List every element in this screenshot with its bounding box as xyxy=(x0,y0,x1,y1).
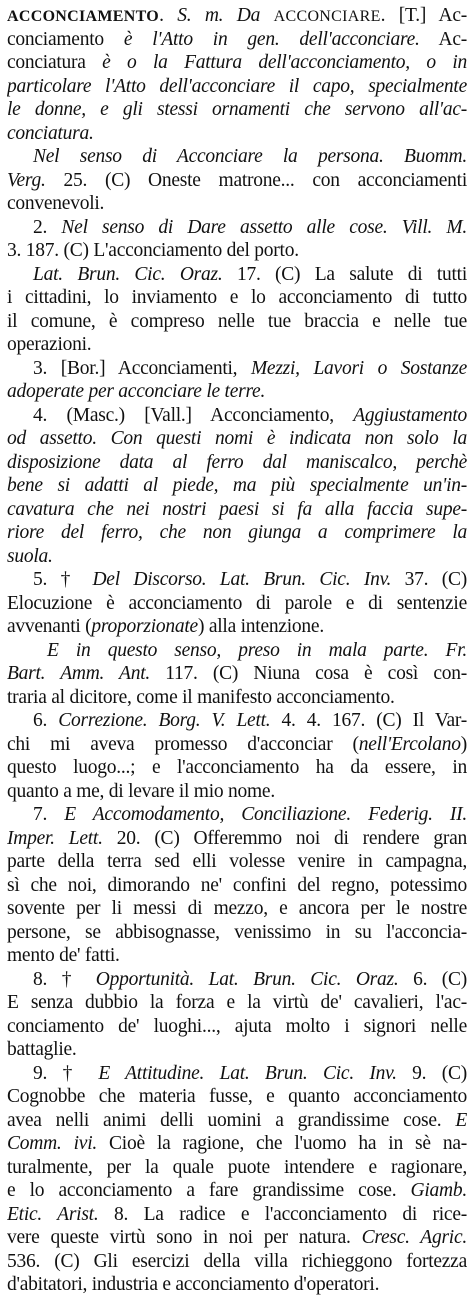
entry-line xyxy=(7,827,467,851)
entry-text-run: Verg. xyxy=(7,169,46,191)
entry-line xyxy=(7,733,467,757)
entry-text-run: Lat. Brun. Cic. Oraz. xyxy=(33,263,223,285)
entry-text-run: battaglie. xyxy=(7,1039,77,1060)
entry-line xyxy=(7,1015,467,1039)
entry-text-run: Cioè la ragione, che l'uomo ha in sè na- xyxy=(96,1133,467,1154)
entry-text-run: 117. (C) Niuna cosa è così con- xyxy=(150,663,467,684)
entry-text-run: Del Discorso. Lat. Brun. Cic. Inv. xyxy=(92,569,392,590)
entry-line xyxy=(7,1132,467,1156)
entry-text-run: e lo acconciamento a fare grandissime cose. xyxy=(7,1180,411,1201)
entry-text-run: E in questo senso, preso in mala parte. Fr. xyxy=(47,639,467,661)
entry-text-run: operazioni. xyxy=(7,334,92,355)
entry-line xyxy=(7,357,467,381)
entry-text-run: Cognobbe che materia fusse, e quanto acconciamento xyxy=(7,1086,467,1107)
entry-line xyxy=(7,568,467,592)
entry-text-run: traria al dicitore, come il manifesto acconciamento. xyxy=(7,686,395,708)
entry-line xyxy=(7,1062,467,1086)
entry-line xyxy=(7,28,467,52)
entry-text-run: sì che noi, dimorando ne' confini del regno, potessimo xyxy=(7,874,467,896)
entry-text-run: 20. (C) Offeremmo noi di rendere gran xyxy=(102,827,467,849)
entry-text-run: riore del ferro, che non giunga a comprimere la xyxy=(7,522,467,543)
entry-text-run: persone, se abbisognasse, venissimo in su l'acconcia- xyxy=(7,921,467,943)
entry-line xyxy=(7,991,467,1015)
entry-line xyxy=(7,451,467,475)
entry-text-run: d'abitatori, industria e acconciamento d'operatori. xyxy=(7,1274,380,1295)
entry-line xyxy=(7,286,467,310)
dictionary-entry-acconciamento xyxy=(7,4,467,1297)
entry-line xyxy=(7,169,467,193)
entry-line xyxy=(7,192,467,216)
entry-text-run: è o la Fattura dell'acconciamento, o in xyxy=(102,52,467,73)
entry-line xyxy=(7,1203,467,1227)
entry-line xyxy=(7,263,467,287)
entry-text-run: S. m. Da xyxy=(177,5,274,26)
entry-text-run: avvenanti ( xyxy=(7,616,92,637)
entry-text-run: 9. (C) xyxy=(396,1062,467,1084)
entry-text-run: avea nelli animi delli uomini a grandissime cose. xyxy=(7,1109,456,1131)
entry-line xyxy=(7,333,467,357)
entry-line xyxy=(7,216,467,240)
entry-line xyxy=(7,756,467,780)
entry-line xyxy=(7,944,467,968)
entry-text-run: sovente per li messi di mezzo, e ancora per le nostre xyxy=(7,898,467,919)
entry-line xyxy=(7,404,467,428)
entry-line xyxy=(7,239,467,263)
entry-text-run: Nel senso di Dare assetto alle cose. Vill. M. xyxy=(61,216,467,238)
entry-text-run: ACCONCIARE xyxy=(273,8,381,25)
entry-line xyxy=(7,850,467,874)
entry-line xyxy=(7,427,467,451)
entry-text-run: bene si adatti al piede, ma più specialmente un'in- xyxy=(7,475,467,496)
entry-text-run: 3. 187. (C) L'acconciamento del porto. xyxy=(7,240,299,261)
entry-text-run: Elocuzione è acconciamento di parole e di sentenzie xyxy=(7,592,467,614)
entry-line xyxy=(7,662,467,686)
entry-line xyxy=(7,145,467,169)
entry-text-run: conciamento xyxy=(7,28,124,50)
entry-text-run: ACCONCIAMENTO xyxy=(7,8,160,25)
entry-text-run: particolare l'Atto dell'acconciare il capo, specialmente xyxy=(7,75,467,97)
entry-text-run: il comune, è compreso nelle tue braccia e nelle tue xyxy=(7,310,467,332)
entry-text-run: disposizione data al ferro dal maniscalco, perchè xyxy=(7,451,467,473)
entry-line xyxy=(7,75,467,99)
entry-text-run: parte della terra sed elli volesse venire in campagna, xyxy=(7,851,467,872)
entry-text-run: Opportunità. Lat. Brun. Cic. Oraz. xyxy=(95,968,399,990)
entry-text-run: Nel senso di Acconciare la persona. Buomm. xyxy=(33,146,467,167)
entry-text-run: Mezzi, Lavori o Sostanze xyxy=(250,357,467,379)
entry-line xyxy=(7,1250,467,1274)
entry-text-run: le donne, e gli stessi ornamenti che servono all'ac- xyxy=(7,99,467,120)
entry-line xyxy=(7,98,467,122)
entry-text-run: convenevoli. xyxy=(7,193,105,214)
entry-text-run: E senza dubbio la forza e la virtù de' cavalieri, l'ac- xyxy=(7,992,467,1013)
entry-line xyxy=(7,968,467,992)
entry-line xyxy=(7,803,467,827)
entry-text-run: mento de' fatti. xyxy=(7,945,120,966)
entry-line xyxy=(7,1273,467,1297)
entry-text-run: questo luogo...; e l'acconciamento ha da essere, in xyxy=(7,757,467,778)
entry-text-run: 8. La radice e l'acconciamento di rice- xyxy=(98,1203,467,1225)
entry-text-run: 7. xyxy=(33,804,65,825)
entry-text-run: proporzionate xyxy=(91,616,198,637)
entry-line xyxy=(7,615,467,639)
entry-line xyxy=(7,1156,467,1180)
entry-text-run: Etic. Arist. xyxy=(7,1203,99,1225)
entry-text-run: 536. (C) Gli esercizi della villa richieggono fortezza xyxy=(7,1250,467,1272)
entry-line xyxy=(7,4,467,28)
entry-text-run: vere queste virtù sono in noi per natura. xyxy=(7,1227,362,1248)
entry-text-run: Comm. ivi. xyxy=(7,1133,97,1154)
entry-text-run: 4. 4. 167. (C) Il Var- xyxy=(270,710,467,731)
entry-text-run: Ac- xyxy=(419,28,467,50)
entry-line xyxy=(7,921,467,945)
entry-text-run: nell'Ercolano xyxy=(358,733,461,755)
entry-text-run: 2. xyxy=(33,216,62,238)
entry-text-run: conciamento de' luoghi..., ajuta molto i signori nelle xyxy=(7,1015,467,1037)
entry-line xyxy=(7,51,467,75)
entry-line xyxy=(7,380,467,404)
entry-text-run: adoperate per acconciare le terre. xyxy=(7,381,266,402)
entry-text-run: 9. † xyxy=(33,1062,99,1084)
entry-text-run: 8. † xyxy=(33,968,96,990)
entry-line xyxy=(7,639,467,663)
entry-line xyxy=(7,545,467,569)
entry-line xyxy=(7,474,467,498)
entry-text-run: i cittadini, lo inviamento e lo acconciamento di tutto xyxy=(7,287,467,308)
entry-text-run: ) xyxy=(460,733,467,755)
entry-text-run: E Accomodamento, Conciliazione. Federig. II. xyxy=(64,804,467,825)
entry-line xyxy=(7,1179,467,1203)
entry-line xyxy=(7,1038,467,1062)
entry-text-run: 6. xyxy=(33,710,59,731)
entry-text-run: Bart. Amm. Ant. xyxy=(7,663,151,684)
entry-line xyxy=(7,686,467,710)
entry-text-run: Aggiustamento xyxy=(353,404,467,426)
entry-text-run: quanto a me, di levare il mio nome. xyxy=(7,780,275,802)
entry-line xyxy=(7,874,467,898)
entry-text-run: chi mi aveva promesso d'acconciar ( xyxy=(7,733,359,755)
entry-line xyxy=(7,709,467,733)
entry-text-run: od assetto. Con questi nomi è indicata non solo la xyxy=(7,428,467,449)
entry-line xyxy=(7,1226,467,1250)
entry-text-run: turalmente, per la quale puote intendere e ragionare, xyxy=(7,1156,467,1178)
entry-text-run: 25. (C) Oneste matrone... con acconciamenti xyxy=(45,169,467,191)
entry-line xyxy=(7,1085,467,1109)
entry-text-run: . xyxy=(159,5,178,26)
entry-text-run: è l'Atto in gen. dell'acconciare. xyxy=(123,28,420,50)
entry-text-run: 6. (C) xyxy=(398,968,467,990)
entry-line xyxy=(7,592,467,616)
entry-line xyxy=(7,310,467,334)
entry-line xyxy=(7,498,467,522)
entry-text-run: 17. (C) La salute di tutti xyxy=(222,263,467,285)
entry-text-run: conciatura xyxy=(7,52,103,73)
entry-line xyxy=(7,780,467,804)
entry-line xyxy=(7,897,467,921)
entry-text-run: Cresc. Agric. xyxy=(361,1227,467,1248)
entry-text-run: ) alla intenzione. xyxy=(197,616,324,637)
entry-text-run: Giamb. xyxy=(410,1180,467,1201)
entry-text-run: suola. xyxy=(7,545,53,567)
entry-text-run: conciatura. xyxy=(7,122,94,144)
entry-text-run: 5. † xyxy=(33,569,93,590)
entry-text-run: 4. (Masc.) [Vall.] Acconciamento, xyxy=(33,404,354,426)
entry-line xyxy=(7,122,467,146)
entry-text-run: Correzione. Borg. V. Lett. xyxy=(58,710,271,731)
entry-text-run: E Attitudine. Lat. Brun. Cic. Inv. xyxy=(98,1062,397,1084)
entry-line xyxy=(7,1109,467,1133)
entry-line xyxy=(7,521,467,545)
entry-text-run: 3. [Bor.] Acconciamenti, xyxy=(33,357,251,379)
entry-text-run: E xyxy=(455,1109,467,1131)
entry-text-run: 37. (C) xyxy=(391,569,467,590)
entry-text-run: Imper. Lett. xyxy=(7,827,103,849)
entry-text-run: . [T.] Ac- xyxy=(380,5,467,26)
entry-text-run: cavatura che nei nostri paesi si fa alla faccia supe- xyxy=(7,498,467,520)
